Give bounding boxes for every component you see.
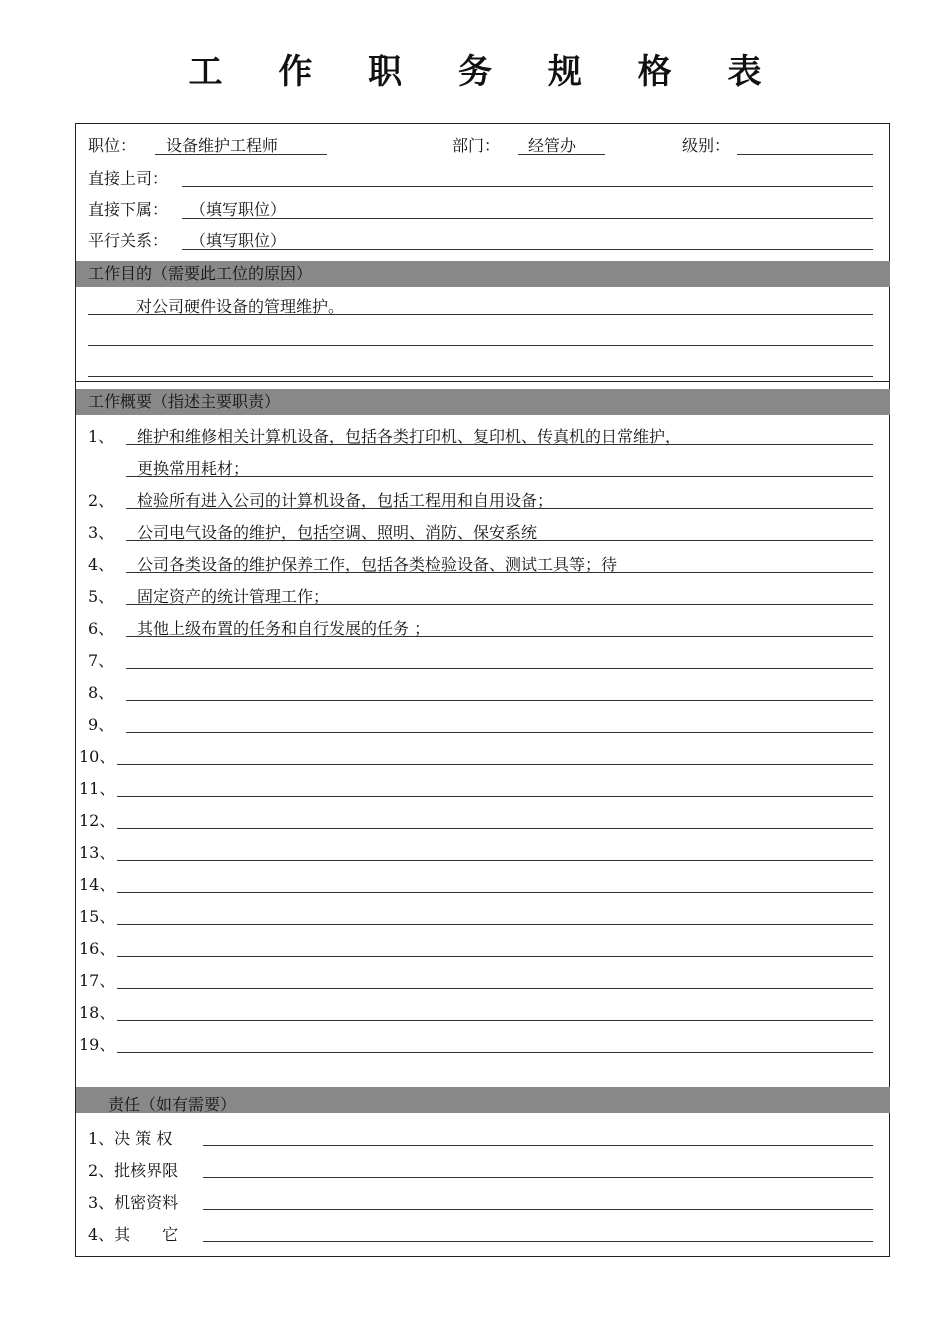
- responsibility-label: 4、其 它: [88, 1225, 179, 1244]
- level-underline: [737, 154, 873, 155]
- subordinates-value[interactable]: （填写职位）: [190, 200, 287, 219]
- summary-item-number: 9、: [88, 715, 115, 734]
- summary-item-number: 1、: [88, 427, 115, 446]
- summary-item-underline: [117, 860, 873, 861]
- purpose-line-2: [88, 345, 873, 346]
- summary-item-underline: [126, 444, 873, 445]
- summary-heading-bar: [76, 389, 890, 415]
- summary-item-text[interactable]: 公司各类设备的维护保养工作，包括各类检验设备、测试工具等；待: [137, 555, 618, 574]
- responsibility-label: 2、批核界限: [88, 1161, 179, 1180]
- summary-item-underline: [126, 572, 873, 573]
- summary-heading: 工作概要（指述主要职责）: [88, 392, 281, 411]
- supervisor-underline: [182, 186, 873, 187]
- summary-item-underline: [126, 604, 873, 605]
- purpose-heading: 工作目的（需要此工位的原因）: [88, 264, 313, 283]
- position-label: 职位：: [88, 136, 137, 155]
- responsibility-underline: [203, 1177, 873, 1178]
- purpose-text[interactable]: 对公司硬件设备的管理维护。: [136, 297, 345, 316]
- summary-item-number: 13、: [79, 843, 116, 862]
- summary-item-underline: [126, 540, 873, 541]
- summary-item-underline: [117, 1020, 873, 1021]
- summary-item-underline: [117, 796, 873, 797]
- peers-underline: [182, 249, 873, 250]
- summary-item-number: 5、: [88, 587, 115, 606]
- summary-item-text[interactable]: 其他上级布置的任务和自行发展的任务 ；: [137, 619, 431, 638]
- summary-item-underline: [126, 700, 873, 701]
- responsibility-heading-bar: [76, 1087, 890, 1113]
- department-value[interactable]: 经管办: [528, 136, 577, 155]
- summary-item-underline: [117, 924, 873, 925]
- summary-item-underline: [126, 508, 873, 509]
- summary-item-number: 4、: [88, 555, 115, 574]
- peers-label: 平行关系：: [88, 231, 169, 250]
- responsibility-underline: [203, 1241, 873, 1242]
- responsibility-underline: [203, 1209, 873, 1210]
- page-title: 工 作 职 务 规 格 表: [188, 52, 784, 92]
- subordinates-label: 直接下属：: [88, 200, 169, 219]
- purpose-line-1: [88, 314, 873, 315]
- summary-item-underline: [126, 732, 873, 733]
- responsibility-underline: [203, 1145, 873, 1146]
- summary-item-text[interactable]: 维护和维修相关计算机设备，包括各类打印机、复印机、传真机的日常维护，: [137, 427, 682, 446]
- summary-item-underline: [117, 956, 873, 957]
- summary-item-underline: [117, 828, 873, 829]
- summary-item-underline: [126, 668, 873, 669]
- summary-item-underline: [126, 476, 873, 477]
- summary-item-underline: [117, 988, 873, 989]
- summary-item-underline: [117, 1052, 873, 1053]
- purpose-line-3: [88, 376, 873, 377]
- summary-item-number: 17、: [79, 971, 116, 990]
- summary-item-number: 6、: [88, 619, 115, 638]
- summary-item-number: 15、: [79, 907, 116, 926]
- summary-item-number: 19、: [79, 1035, 116, 1054]
- position-value[interactable]: 设备维护工程师: [166, 136, 279, 155]
- peers-value[interactable]: （填写职位）: [190, 231, 287, 250]
- summary-item-text[interactable]: 更换常用耗材；: [137, 459, 250, 478]
- responsibility-label: 1、决 策 权: [88, 1129, 173, 1148]
- summary-item-number: 12、: [79, 811, 116, 830]
- summary-item-text[interactable]: 公司电气设备的维护，包括空调、照明、消防、保安系统: [137, 523, 538, 542]
- summary-item-number: 8、: [88, 683, 115, 702]
- subordinates-underline: [182, 218, 873, 219]
- summary-item-number: 10、: [79, 747, 116, 766]
- section-divider: [76, 381, 890, 382]
- summary-item-text[interactable]: 固定资产的统计管理工作；: [137, 587, 330, 606]
- summary-item-number: 14、: [79, 875, 116, 894]
- department-underline: [518, 154, 605, 155]
- responsibility-heading: 责任（如有需要）: [108, 1095, 237, 1114]
- summary-item-number: 7、: [88, 651, 115, 670]
- summary-item-number: 3、: [88, 523, 115, 542]
- position-underline: [155, 154, 327, 155]
- summary-item-number: 11、: [79, 779, 116, 798]
- department-label: 部门：: [452, 136, 501, 155]
- summary-item-underline: [126, 636, 873, 637]
- summary-item-underline: [117, 892, 873, 893]
- summary-item-number: 18、: [79, 1003, 116, 1022]
- summary-item-number: 16、: [79, 939, 116, 958]
- level-label: 级别：: [682, 136, 731, 155]
- summary-item-number: 2、: [88, 491, 115, 510]
- purpose-heading-bar: [76, 261, 890, 287]
- responsibility-label: 3、机密资料: [88, 1193, 179, 1212]
- summary-item-underline: [117, 764, 873, 765]
- summary-item-text[interactable]: 检验所有进入公司的计算机设备，包括工程用和自用设备；: [137, 491, 554, 510]
- supervisor-label: 直接上司：: [88, 169, 169, 188]
